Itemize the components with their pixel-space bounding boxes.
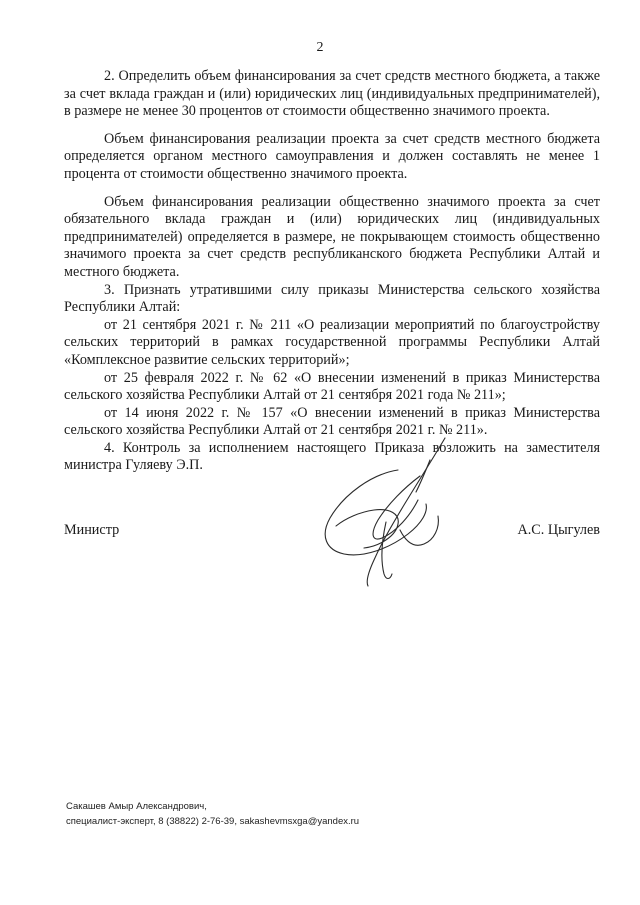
paragraph-citizen-contribution: Объем финансирования реализации общественно значимого проекта за счет обязательного вклада граждан и (или) юридических лиц (индивидуальных предпринимателей) определяется в размере, не покрывающем стоимость общественно значимого проекта за счет средств республиканского бюджета Республики Алтай и местного бюджета. [64,193,600,280]
paragraph-repeal-orders: 3. Признать утратившими силу приказы Министерства сельского хозяйства Республики Алтай: [64,281,600,316]
paragraph-local-budget: Объем финансирования реализации проекта за счет средств местного бюджета определяется органом местного самоуправления и должен составлять не менее 1 процента от стоимости общественно значимого проекта. [64,130,600,182]
paragraph-control: 4. Контроль за исполнением настоящего Приказа возложить на заместителя министра Гуляеву Э.П. [64,439,600,474]
signatory-name: А.С. Цыгулев [517,522,600,538]
paragraph-order-62: от 25 февраля 2022 г. № 62 «О внесении изменений в приказ Министерства сельского хозяйства Республики Алтай от 21 сентября 2021 года № 211»; [64,369,600,404]
handwritten-signature [300,430,470,600]
executor-contacts: специалист-эксперт, 8 (38822) 2-76-39, sakashevmsxga@yandex.ru [66,815,360,827]
executor-name: Сакашев Амыр Александрович, [66,801,207,812]
paragraph-funding-volume: 2. Определить объем финансирования за счет средств местного бюджета, а также за счет вклада граждан и (или) юридических лиц (индивидуальных предпринимателей), в размере не менее 30 процентов от стоимости общественно значимого проекта. [64,68,600,120]
page-number: 2 [316,40,324,55]
executor-footer [66,800,359,829]
document-body [64,68,600,475]
paragraph-order-157: от 14 июня 2022 г. № 157 «О внесении изменений в приказ Министерства сельского хозяйства Республики Алтай от 21 сентября 2021 г. № 211». [64,404,600,439]
signatory-title: Министр [64,522,120,538]
paragraph-order-211: от 21 сентября 2021 г. № 211 «О реализации мероприятий по благоустройству сельских территорий в рамках государственной программы Республики Алтай «Комплексное развитие сельских территорий»; [64,316,600,368]
